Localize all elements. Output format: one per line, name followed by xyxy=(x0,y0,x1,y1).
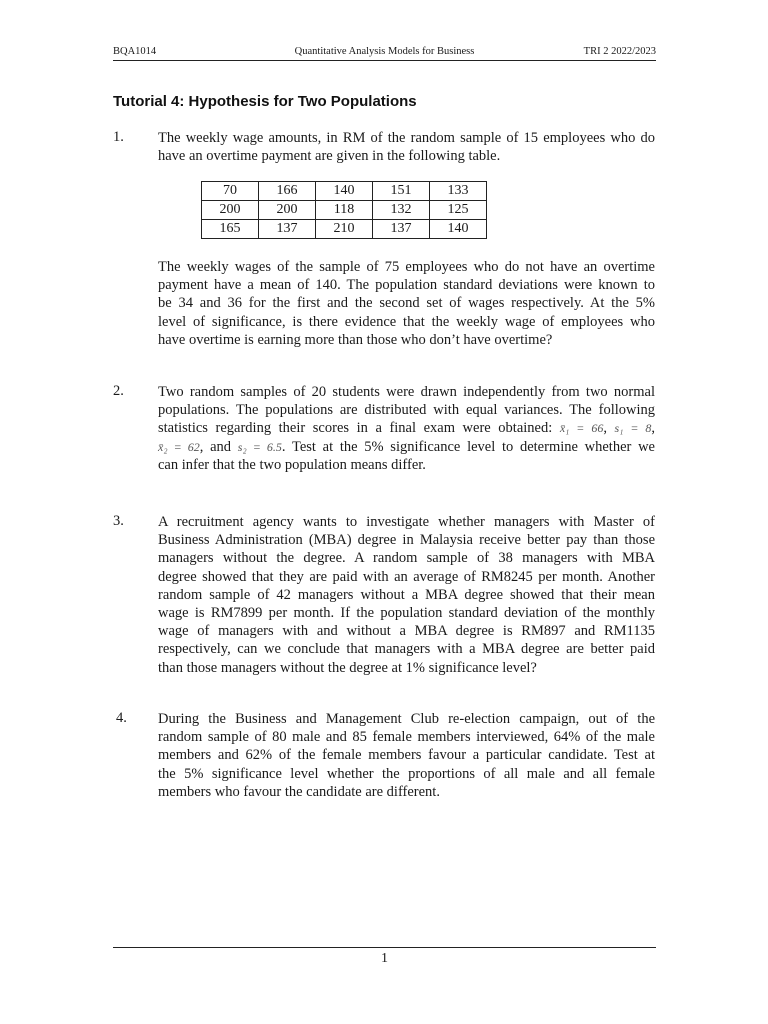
q4-line: members and 62% of the female members favour a particular candidate. Test at xyxy=(158,747,655,764)
table-row xyxy=(202,220,487,239)
q3-line: than those managers without the degree at 1% significance level? xyxy=(158,659,537,676)
q2-stat-line xyxy=(158,438,655,456)
table-row xyxy=(202,201,487,220)
table-cell: 166 xyxy=(259,182,316,201)
q3-line: wage is RM7899 per month. If the population standard deviation of the monthly xyxy=(158,605,655,622)
q2-and: , and xyxy=(199,438,232,455)
table-cell: 151 xyxy=(373,182,430,201)
table-cell: 200 xyxy=(259,201,316,220)
question-4-text xyxy=(158,710,655,801)
q4-line: During the Business and Management Club re-election campaign, out of the xyxy=(158,711,655,727)
q2-stat-text: statistics regarding their scores in a final exam were obtained: xyxy=(158,420,553,437)
s1-value: s₁ = 8 xyxy=(614,421,652,436)
question-1-intro xyxy=(158,129,655,165)
term-label: TRI 2 2022/2023 xyxy=(583,46,656,57)
x1-bar-value: x̄₁ = 66 xyxy=(559,421,604,436)
q2-line: can infer that the two population means differ. xyxy=(158,456,426,473)
q1-body-line: be 34 and 36 for the first and the second set of wages respectively. At the 5% xyxy=(158,295,655,312)
table-cell: 140 xyxy=(430,220,487,239)
s2-value: s₂ = 6.5 xyxy=(237,439,282,454)
q3-line: respectively, can we conclude that managers with a MBA degree are better paid xyxy=(158,641,655,658)
course-title: Quantitative Analysis Models for Business xyxy=(294,46,475,57)
q4-line: random sample of 80 male and 85 female members interviewed, 64% of the male xyxy=(158,729,655,746)
q3-line: Business Administration (MBA) degree in Malaysia receive better pay than those xyxy=(158,532,655,549)
q1-body-line: have overtime is earning more than those who don’t have overtime? xyxy=(158,331,553,348)
q1-intro-line: have an overtime payment are given in the following table. xyxy=(158,148,501,165)
footer-divider xyxy=(113,947,656,948)
table-cell: 118 xyxy=(316,201,373,220)
question-2-text xyxy=(158,383,655,474)
course-code: BQA1014 xyxy=(113,46,157,57)
table-cell: 165 xyxy=(202,220,259,239)
table-cell: 137 xyxy=(259,220,316,239)
page-header xyxy=(113,46,656,61)
table-cell: 210 xyxy=(316,220,373,239)
table-cell: 140 xyxy=(316,182,373,201)
question-1-body xyxy=(158,258,655,349)
q3-line: managers without the degree. A random sample of 38 managers with MBA xyxy=(158,550,655,567)
question-3-text xyxy=(158,513,655,677)
table-cell: 132 xyxy=(373,201,430,220)
table-cell: 137 xyxy=(373,220,430,239)
page-number: 1 xyxy=(381,951,388,966)
q2-line: populations. The populations are distributed with equal variances. The following xyxy=(158,402,655,419)
question-4-number: 4. xyxy=(116,710,127,726)
q2-line: Two random samples of 20 students were drawn independently from two normal xyxy=(158,384,655,400)
q1-body-line: level of significance, is there evidence that the weekly wage of employees who xyxy=(158,313,655,330)
question-3-number: 3. xyxy=(113,513,124,529)
table-row xyxy=(202,182,487,201)
q3-line: random sample of 42 managers without a MBA degree showed that their mean xyxy=(158,586,655,603)
question-2-number: 2. xyxy=(113,383,124,399)
q1-body-line: payment have a mean of 140. The population standard deviations were known to xyxy=(158,277,655,294)
q2-stat-line: statistics regarding their scores in a final exam were obtained: x̄₁ = 66, s₁ = 8, xyxy=(158,420,656,437)
q4-line: the 5% significance level whether the proportions of all male and all female xyxy=(158,765,655,782)
question-1-number: 1. xyxy=(113,129,124,145)
tutorial-title: Tutorial 4: Hypothesis for Two Populations xyxy=(113,93,417,110)
q1-body-line: The weekly wages of the sample of 75 employees who do not have an overtime xyxy=(158,259,655,275)
q3-line: degree showed that they are paid with an average of RM8245 per month. Another xyxy=(158,568,655,585)
q1-intro-line: The weekly wage amounts, in RM of the random sample of 15 employees who do xyxy=(158,130,655,146)
x2-bar-value: x̄₂ = 62 xyxy=(158,439,200,454)
table-cell: 200 xyxy=(202,201,259,220)
table-cell: 133 xyxy=(430,182,487,201)
q3-line: A recruitment agency wants to investigate whether managers with Master of xyxy=(158,514,655,530)
q4-line: members who favour the candidate are different. xyxy=(158,783,440,800)
q3-line: wage of managers with and without a MBA degree is RM897 and RM1135 xyxy=(158,623,655,640)
wage-table xyxy=(201,181,487,239)
table-cell: 70 xyxy=(202,182,259,201)
table-cell: 125 xyxy=(430,201,487,220)
q2-stat-tail: . Test at the 5% significance level to determine whether we xyxy=(281,438,655,455)
